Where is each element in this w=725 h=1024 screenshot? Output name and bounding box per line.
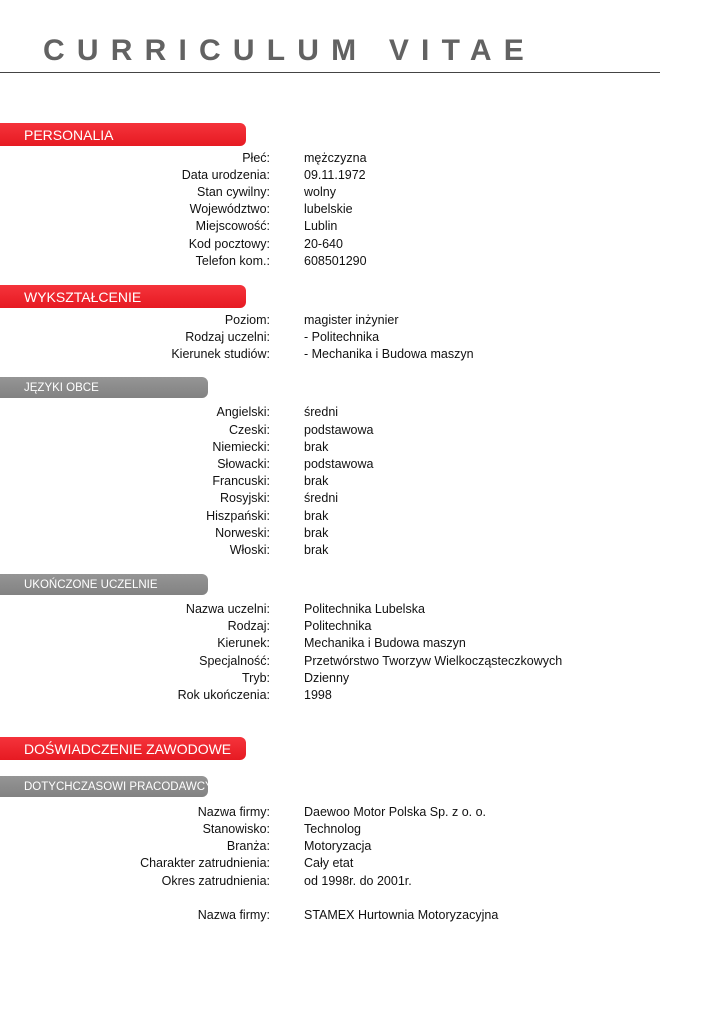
field-label: Francuski: [212, 474, 270, 488]
language-row-francuski [0, 473, 725, 490]
field-value: Daewoo Motor Polska Sp. z o. o. [304, 805, 487, 819]
field-value: 1998 [304, 688, 332, 702]
field-label: Okres zatrudnienia: [161, 874, 270, 888]
field-value: brak [304, 474, 329, 488]
section-title: PERSONALIA [24, 126, 114, 143]
field-label: Nazwa firmy: [197, 908, 270, 922]
field-label: Charakter zatrudnienia: [140, 856, 270, 870]
field-label: Rodzaj uczelni: [185, 330, 270, 344]
field-label: Angielski: [216, 405, 270, 419]
field-label: Czeski: [229, 423, 270, 437]
section-header-wyksztalcenie [0, 285, 246, 308]
field-label: Włoski: [229, 543, 270, 557]
field-label: Data urodzenia: [181, 168, 270, 182]
field-label: Rok ukończenia: [177, 688, 270, 702]
field-label: Województwo: [189, 202, 270, 216]
info-row-poziom [0, 312, 725, 329]
section-header-dotychczasowi-pracodawcy [0, 776, 213, 797]
language-row-niemiecki [0, 439, 725, 456]
field-value: lubelskie [304, 202, 353, 216]
field-value: STAMEX Hurtownia Motoryzacyjna [304, 908, 499, 922]
field-label: Kierunek: [217, 636, 270, 650]
field-value: Cały etat [304, 856, 354, 870]
info-row-kod-pocztowy [0, 236, 725, 253]
field-value: od 1998r. do 2001r. [304, 874, 412, 888]
field-label: Branża: [226, 839, 270, 853]
employer-row-charakter-zatrudnienia [0, 855, 725, 872]
employer-row-branza [0, 838, 725, 855]
info-row-telefon [0, 253, 725, 270]
field-label: Stanowisko: [202, 822, 270, 836]
field-label: Telefon kom.: [195, 254, 270, 268]
field-label: Stan cywilny: [197, 185, 270, 199]
employer-row-nazwa-firmy-2 [0, 907, 725, 924]
field-value: - Politechnika [304, 330, 380, 344]
language-row-rosyjski [0, 490, 725, 507]
field-value: Lublin [304, 219, 338, 233]
language-row-czeski [0, 422, 725, 439]
employer-row-okres-zatrudnienia [0, 873, 725, 890]
field-value: 20-640 [304, 237, 343, 251]
field-value: Dzienny [304, 671, 350, 685]
info-row-plec [0, 150, 725, 167]
section-title: WYKSZTAŁCENIE [24, 288, 142, 305]
field-label: Kierunek studiów: [171, 347, 270, 361]
field-label: Kod pocztowy: [188, 237, 270, 251]
info-row-miejscowosc [0, 218, 725, 235]
info-row-nazwa-uczelni [0, 601, 725, 618]
field-label: Specjalność: [199, 654, 270, 668]
field-value: 608501290 [304, 254, 367, 268]
field-value: Technolog [304, 822, 361, 836]
info-row-specjalnosc [0, 653, 725, 670]
field-value: 09.11.1972 [304, 168, 366, 182]
info-row-stan-cywilny [0, 184, 725, 201]
field-value: brak [304, 440, 329, 454]
field-value: Mechanika i Budowa maszyn [304, 636, 466, 650]
info-row-data-urodzenia [0, 167, 725, 184]
field-value: wolny [304, 185, 336, 199]
employer-row-stanowisko [0, 821, 725, 838]
language-row-angielski [0, 404, 725, 421]
field-value: magister inżynier [304, 313, 399, 327]
section-title: DOŚWIADCZENIE ZAWODOWE [24, 740, 232, 757]
field-label: Hiszpański: [206, 509, 270, 523]
language-row-norweski [0, 525, 725, 542]
field-value: brak [304, 509, 329, 523]
info-row-kierunek [0, 635, 725, 652]
field-label: Miejscowość: [195, 219, 270, 233]
section-title: DOTYCHCZASOWI PRACODAWCY [24, 780, 213, 793]
employer-row-nazwa-firmy [0, 804, 725, 821]
field-value: Motoryzacja [304, 839, 372, 853]
field-value: brak [304, 526, 329, 540]
field-label: Nazwa uczelni: [185, 602, 270, 616]
language-row-wloski [0, 542, 725, 559]
field-value: podstawowa [304, 457, 374, 471]
field-label: Tryb: [241, 671, 270, 685]
field-label: Słowacki: [217, 457, 270, 471]
field-label: Norweski: [215, 526, 270, 540]
title-divider [0, 72, 660, 73]
field-value: Politechnika [304, 619, 372, 633]
info-row-rodzaj [0, 618, 725, 635]
field-label: Płeć: [242, 151, 270, 165]
field-label: Niemiecki: [212, 440, 270, 454]
language-row-hiszpanski [0, 508, 725, 525]
field-value: - Mechanika i Budowa maszyn [304, 347, 474, 361]
field-value: brak [304, 543, 329, 557]
section-title: UKOŃCZONE UCZELNIE [24, 578, 158, 591]
field-value: podstawowa [304, 423, 374, 437]
field-label: Nazwa firmy: [197, 805, 270, 819]
section-header-personalia [0, 123, 246, 146]
info-row-kierunek-studiow [0, 346, 725, 363]
field-label: Rodzaj: [227, 619, 270, 633]
section-header-jezyki-obce [0, 377, 208, 398]
field-value: średni [304, 491, 339, 505]
language-row-slowacki [0, 456, 725, 473]
info-row-tryb [0, 670, 725, 687]
section-title: JĘZYKI OBCE [24, 381, 99, 394]
info-row-rodzaj-uczelni [0, 329, 725, 346]
field-value: średni [304, 405, 339, 419]
field-value: Przetwórstwo Tworzyw Wielkocząsteczkowych [304, 654, 563, 668]
info-row-wojewodztwo [0, 201, 725, 218]
section-header-ukonczone-uczelnie [0, 574, 208, 595]
document-title: CURRICULUM VITAE [43, 34, 536, 67]
field-label: Rosyjski: [219, 491, 270, 505]
field-value: mężczyzna [304, 151, 367, 165]
section-header-doswiadczenie-zawodowe [0, 737, 246, 760]
info-row-rok-ukonczenia [0, 687, 725, 704]
field-label: Poziom: [224, 313, 270, 327]
field-value: Politechnika Lubelska [304, 602, 425, 616]
